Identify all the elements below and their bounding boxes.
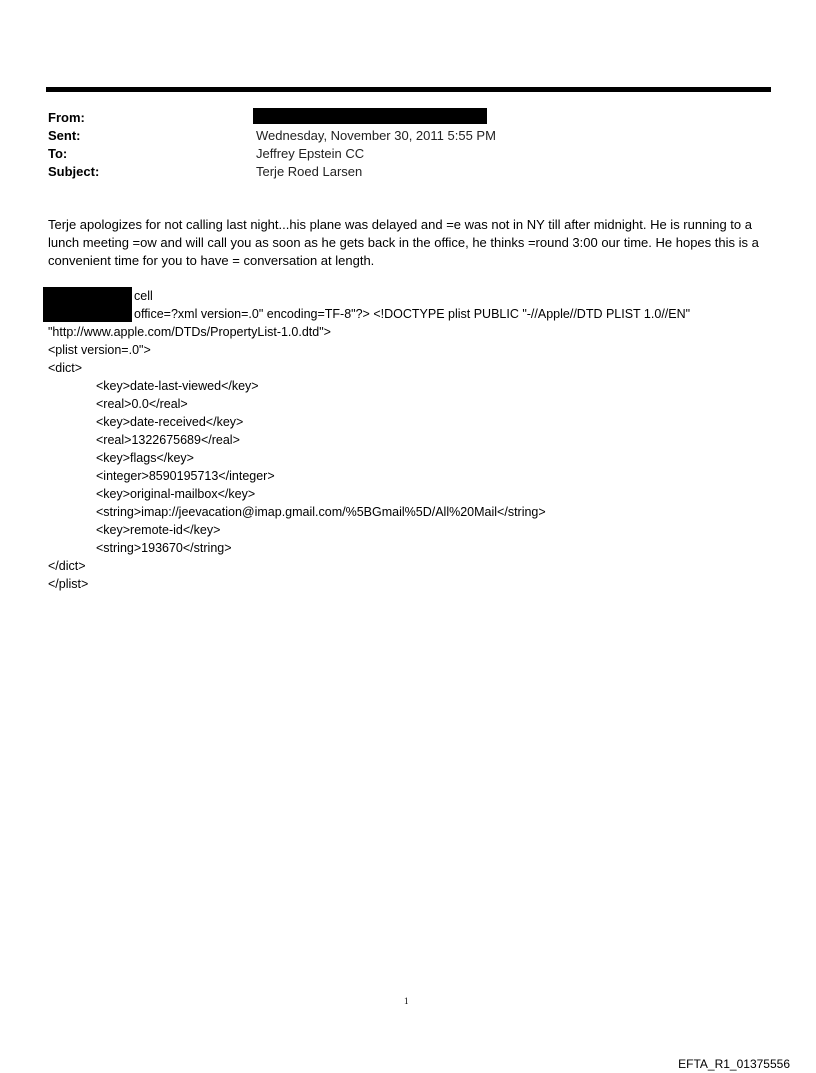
cell-label: cell (134, 289, 153, 303)
code-line: <dict> (48, 361, 83, 375)
sent-value: Wednesday, November 30, 2011 5:55 PM (256, 128, 496, 143)
code-line: </plist> (48, 577, 89, 591)
redacted-from (253, 108, 487, 124)
header-rule (46, 87, 771, 92)
code-line: <string>imap://jeevacation@imap.gmail.com/%5BGmail%5D/All%20Mail</string> (96, 505, 546, 519)
to-label: To: (48, 146, 68, 161)
code-line: <integer>8590195713</integer> (96, 469, 275, 483)
subject-label: Subject: (48, 164, 100, 179)
code-line: <string>193670</string> (96, 541, 232, 555)
code-line: <key>remote-id</key> (96, 523, 221, 537)
code-line: <key>date-last-viewed</key> (96, 379, 259, 393)
code-line: <key>flags</key> (96, 451, 194, 465)
sent-label: Sent: (48, 128, 81, 143)
code-line: <key>original-mailbox</key> (96, 487, 256, 501)
page-number: 1 (404, 996, 409, 1006)
code-line: <real>0.0</real> (96, 397, 188, 411)
redacted-phone (43, 287, 132, 322)
bates-number: EFTA_R1_01375556 (678, 1057, 790, 1071)
code-line: "http://www.apple.com/DTDs/PropertyList-1.0.dtd"> (48, 325, 331, 339)
to-value: Jeffrey Epstein CC (256, 146, 365, 161)
code-line: <real>1322675689</real> (96, 433, 240, 447)
code-line: <plist version=.0"> (48, 343, 151, 357)
code-line: office=?xml version=.0" encoding=TF-8"?> <!DOCTYPE plist PUBLIC "-//Apple//DTD PLIST 1.0//EN" (134, 307, 691, 321)
code-line: </dict> (48, 559, 86, 573)
code-line: <key>date-received</key> (96, 415, 244, 429)
from-label: From: (48, 110, 85, 125)
message-body: Terje apologizes for not calling last night...his plane was delayed and =e was not in NY till after midnight. He is running to a lunch meeting =ow and will call you as soon as he gets back in the office, he thinks =round 3:00 our time. He hopes this is a convenient time for you to have = conversation at length. (48, 217, 759, 268)
subject-value: Terje Roed Larsen (256, 164, 363, 179)
